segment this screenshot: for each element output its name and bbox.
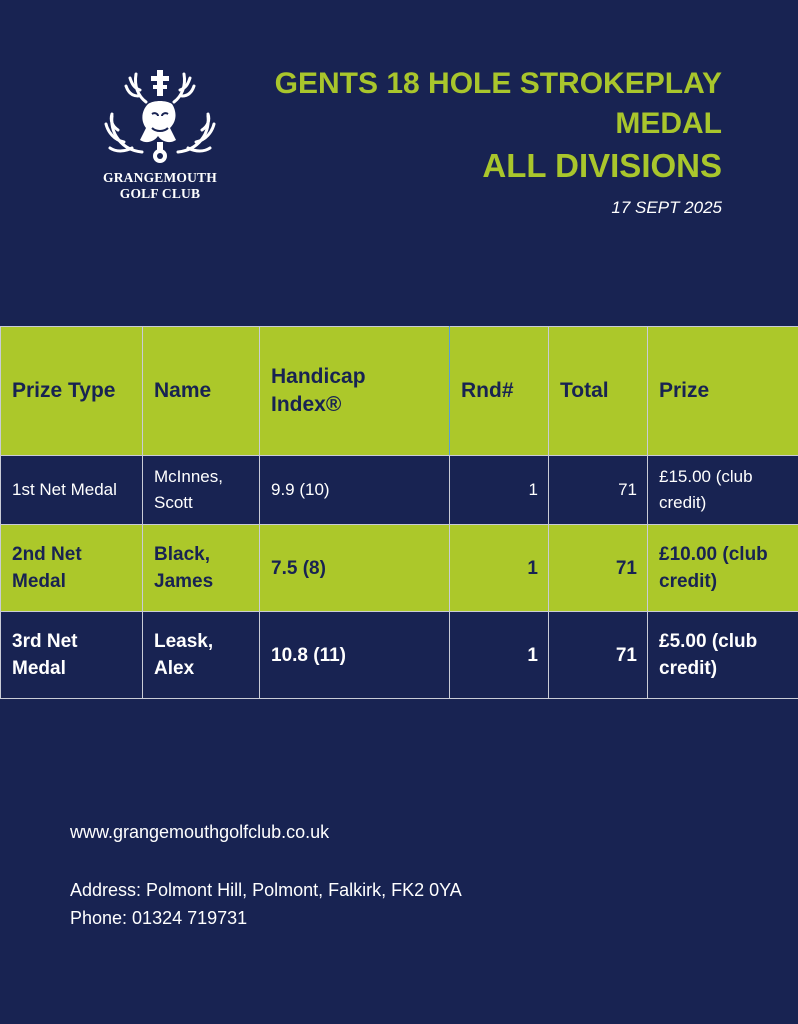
table-header-row [1,327,798,456]
column-header-prize: Prize [648,327,798,456]
header [202,64,722,218]
club-name-line2: GOLF CLUB [119,186,201,201]
title-line2: MEDAL [615,107,722,140]
website-link[interactable]: www.grangemouthgolfclub.co.uk [70,822,330,842]
cell-handicap: 7.5 (8) [260,525,450,612]
cell-name: McInnes, Scott [143,456,260,525]
column-header-prize-type: Prize Type [1,327,143,456]
cell-total: 71 [549,525,648,612]
event-date: 17 SEPT 2025 [611,198,722,217]
cell-round: 1 [450,525,549,612]
cell-prize: £15.00 (club credit) [648,456,798,525]
cell-handicap: 9.9 (10) [260,456,450,525]
results-table [0,326,798,699]
table-row [1,525,798,612]
title-line1: GENTS 18 HOLE STROKEPLAY [274,67,722,100]
cell-prize-type: 1st Net Medal [1,456,143,525]
cell-round: 1 [450,456,549,525]
table-row [1,612,798,699]
page-subtitle: ALL DIVISIONS [482,147,722,184]
cell-total: 71 [549,456,648,525]
cell-name: Leask, Alex [143,612,260,699]
cell-round: 1 [450,612,549,699]
club-name-line1: GRANGEMOUTH [103,170,217,185]
table-row [1,456,798,525]
column-header-round: Rnd# [450,327,549,456]
column-header-total: Total [549,327,648,456]
cell-prize: £10.00 (club credit) [648,525,798,612]
cell-total: 71 [549,612,648,699]
address-text: Address: Polmont Hill, Polmont, Falkirk, FK2 0YA [70,880,462,900]
cell-name: Black, James [143,525,260,612]
column-header-handicap: Handicap Index® [260,327,450,456]
cell-prize: £5.00 (club credit) [648,612,798,699]
stag-crest-icon [102,68,218,172]
cell-prize-type: 2nd Net Medal [1,525,143,612]
column-header-name: Name [143,327,260,456]
footer [70,818,462,932]
phone-text: Phone: 01324 719731 [70,908,248,928]
cell-handicap: 10.8 (11) [260,612,450,699]
cell-prize-type: 3rd Net Medal [1,612,143,699]
page-title [202,64,722,144]
